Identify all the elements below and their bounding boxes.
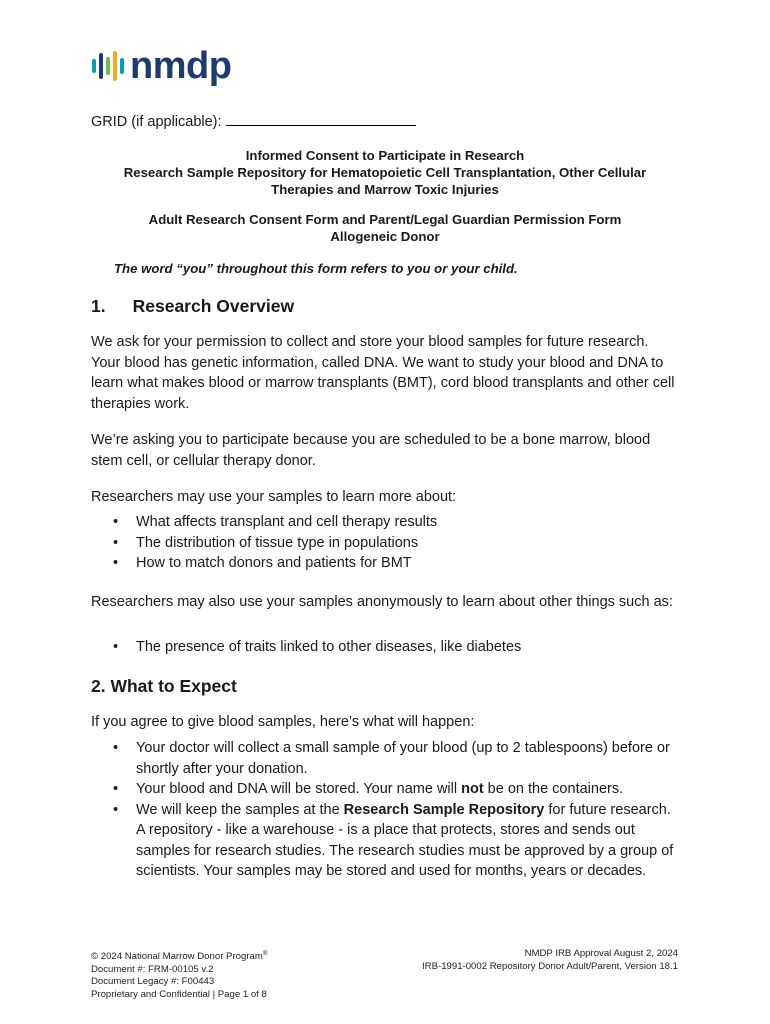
overview-paragraph-4: Researchers may also use your samples anonymously to learn about other things such as: bbox=[91, 594, 673, 610]
list-item: • Your blood and DNA will be stored. Your name will not be on the containers. bbox=[91, 779, 681, 800]
bullet-icon: • bbox=[113, 801, 119, 818]
expect-intro: If you agree to give blood samples, here’s what will happen: bbox=[91, 714, 475, 730]
title-line: Informed Consent to Participate in Research bbox=[245, 148, 525, 163]
bullet-icon: • bbox=[113, 514, 119, 530]
bullet-icon: • bbox=[113, 534, 119, 551]
bullet-icon: • bbox=[113, 740, 119, 756]
anonymous-topics-list bbox=[91, 637, 681, 658]
overview-paragraph-3: Researchers may use your samples to learn more about: bbox=[91, 489, 457, 505]
footer-irb-version: IRB-1991-0002 Repository Donor Adult/Parent, Version 18.1 bbox=[422, 960, 678, 972]
list-item: • Your doctor will collect a small sample of your blood (up to 2 tablespoons) before or shortly after your donation. bbox=[113, 740, 670, 777]
bullet-icon: • bbox=[113, 781, 119, 797]
footer-irb-approval: NMDP IRB Approval August 2, 2024 bbox=[524, 948, 678, 959]
overview-paragraph-1: We ask for your permission to collect and store your blood samples for future research. Your blood has genetic information, called DNA. We want to study your blood and DNA to learn what makes blood or marrow transplants (BMT), cord blood transplants and other cell therapies work. bbox=[91, 334, 675, 412]
section-1-heading bbox=[91, 296, 294, 317]
footer-left bbox=[91, 948, 268, 1001]
consent-subtitle bbox=[90, 211, 680, 245]
you-definition-note: The word “you” throughout this form refers to you or your child. bbox=[114, 261, 518, 276]
logo-text: nmdp bbox=[130, 45, 232, 87]
expect-list bbox=[91, 738, 681, 882]
logo-mark-icon bbox=[92, 51, 124, 81]
footer-legacy-number: Document Legacy #: F00443 bbox=[91, 976, 215, 988]
section-1-number: 1. bbox=[91, 296, 106, 316]
list-item: • The distribution of tissue type in populations bbox=[91, 533, 681, 554]
bullet-icon: • bbox=[113, 555, 119, 571]
grid-field bbox=[91, 113, 416, 130]
overview-paragraph-2: We’re asking you to participate because you are scheduled to be a bone marrow, blood stem cell, or cellular therapy donor. bbox=[91, 432, 651, 469]
list-item: • We will keep the samples at the Research Sample Repository for future research. A repository - like a warehouse - is a place that protects, stores and sends out samples for research studies. The research studies must be approved by a group of scientists. Your samples may be stored and used for months, years or decades. bbox=[113, 801, 674, 879]
subtitle-line: Adult Research Consent Form and Parent/Legal Guardian Permission Form bbox=[148, 212, 622, 227]
title-line: Research Sample Repository for Hematopoietic Cell Transplantation, Other Cellular bbox=[123, 165, 647, 180]
footer-copyright: © 2024 National Marrow Donor Program® bbox=[91, 950, 268, 963]
title-line: Therapies and Marrow Toxic Injuries bbox=[271, 182, 499, 197]
bullet-icon: • bbox=[113, 639, 119, 655]
section-1-title: Research Overview bbox=[132, 296, 295, 316]
list-item: • How to match donors and patients for BMT bbox=[91, 553, 681, 574]
grid-blank-line bbox=[226, 113, 416, 126]
footer-document-number: Document #: FRM-00105 v.2 bbox=[91, 963, 214, 975]
research-topics-list bbox=[91, 512, 681, 574]
list-item: • What affects transplant and cell therapy results bbox=[91, 512, 681, 533]
footer-right bbox=[422, 948, 678, 973]
consent-title bbox=[90, 147, 680, 198]
grid-label: GRID (if applicable): bbox=[91, 114, 222, 130]
subtitle-line: Allogeneic Donor bbox=[330, 229, 440, 244]
list-item: • The presence of traits linked to other diseases, like diabetes bbox=[91, 637, 681, 658]
footer-page-info: Proprietary and Confidential | Page 1 of 8 bbox=[91, 988, 267, 1000]
nmdp-logo bbox=[92, 46, 231, 86]
section-2-heading: 2. What to Expect bbox=[91, 676, 237, 696]
